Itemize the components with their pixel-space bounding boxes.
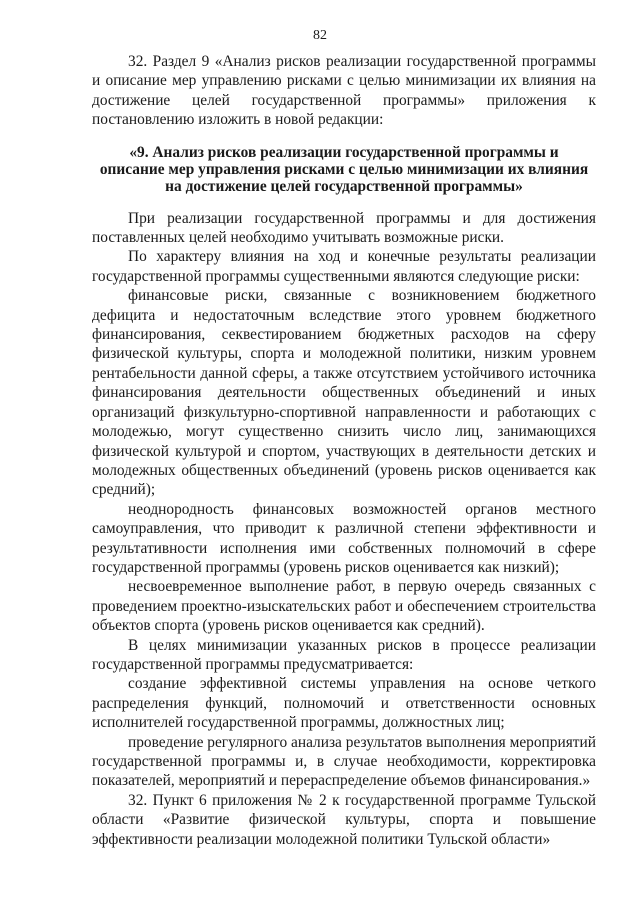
body-paragraph: По характеру влияния на ход и конечные результаты реализации государственной программы существенными являются следующие риски: — [92, 248, 596, 285]
risk-item-untimely-execution: несвоевременное выполнение работ, в первую очередь связанных с проведением проектно-изыскательских работ и обеспечением строительства объектов спорта (уровень рисков оценивается как средний). — [92, 578, 596, 635]
document-body — [92, 52, 596, 849]
body-paragraph: В целях минимизации указанных рисков в процессе реализации государственной программы предусматривается: — [92, 636, 596, 673]
risk-item-financial: финансовые риски, связанные с возникновением бюджетного дефицита и недостаточным вследствие этого уровнем бюджетного финансирования, секвестированием бюджетных расходов на сферу физической культуры, спорта и молодежной политики, низким уровнем рентабельности данной сферы, а также отсутствием устойчивого источника финансирования деятельности общественных объединений и иных организаций физкультурно-спортивной направленности и работающих с молодежью, могут существенно снизить число лиц, занимающихся физической культурой и спортом, участвующих в деятельности детских и молодежных общественных объединений (уровень рисков оценивается как средний); — [92, 287, 596, 499]
measure-item-management: создание эффективной системы управления на основе четкого распределения функций, полномочий и ответственности основных исполнителей государственной программы, должностных лиц; — [92, 675, 596, 732]
closing-paragraph: 32. Пункт 6 приложения № 2 к государственной программе Тульской области «Развитие физической культуры, спорта и повышение эффективности реализации молодежной политики Тульской области» — [92, 791, 596, 848]
page-number: 82 — [313, 28, 327, 43]
body-paragraph: При реализации государственной программы и для достижения поставленных целей необходимо учитывать возможные риски. — [92, 209, 596, 247]
measure-item-analysis: проведение регулярного анализа результатов выполнения мероприятий государственной программы и, в случае необходимости, корректировка показателей, мероприятий и перераспределение объемов финансирования.» — [92, 733, 596, 790]
section-heading: «9. Анализ рисков реализации государственной программы и описание мер управления рисками с целью минимизации их влияния на достижение целей государственной программы» — [99, 143, 589, 195]
intro-paragraph: 32. Раздел 9 «Анализ рисков реализации государственной программы и описание мер управлению рисками с целью минимизации их влияния на достижение целей государственной программы» приложения к постановлению изложить в новой редакции: — [92, 53, 596, 129]
risk-item-heterogeneity: неоднородность финансовых возможностей органов местного самоуправления, что приводит к различной степени эффективности и результативности исполнения ими собственных полномочий в сфере государственной программы (уровень рисков оценивается как низкий); — [92, 500, 596, 576]
